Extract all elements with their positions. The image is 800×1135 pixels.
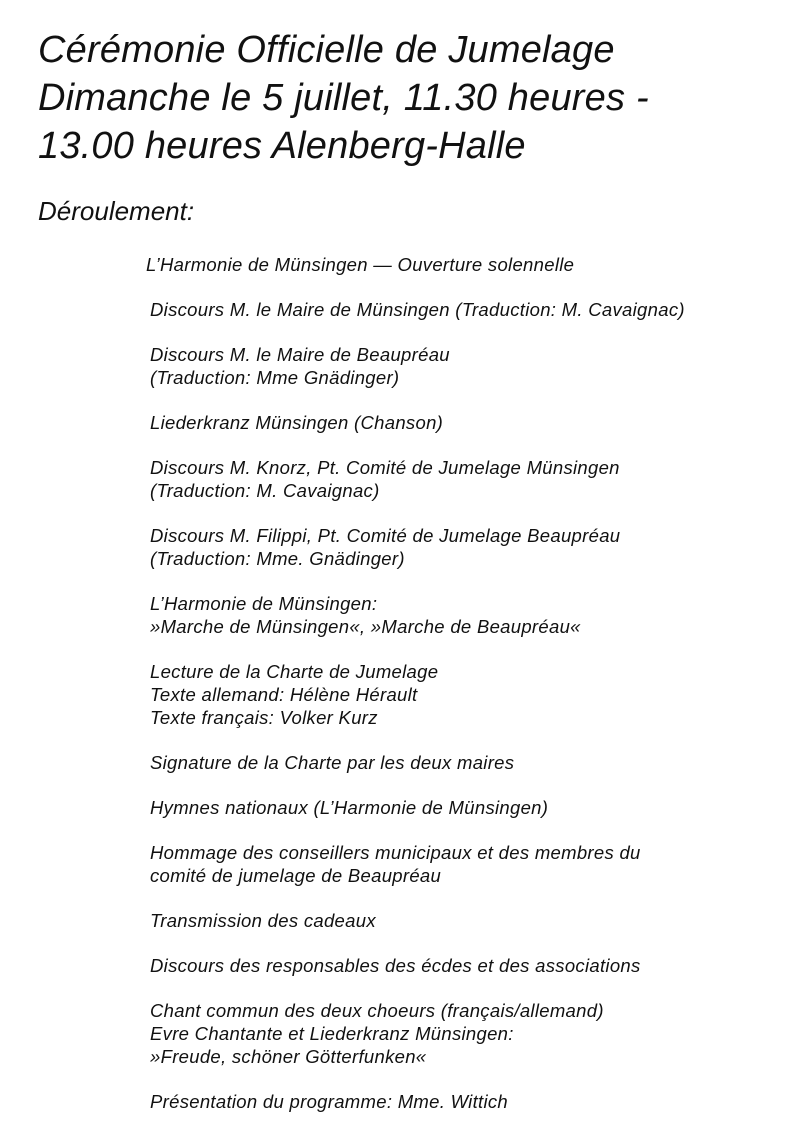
program-item [150, 524, 790, 570]
title-line: Cérémonie Officielle de Jumelage [38, 29, 615, 71]
section-heading: Déroulement: [38, 196, 195, 226]
program-item-line: Liederkranz Münsingen (Chanson) [150, 412, 444, 433]
program-item-line: Texte français: Volker Kurz [150, 707, 378, 728]
program-item-line: Transmission des cadeaux [150, 910, 376, 931]
program-item-line: Lecture de la Charte de Jumelage [150, 661, 439, 682]
program-item [150, 343, 790, 389]
program-item-line: (Traduction: M. Cavaignac) [150, 480, 380, 501]
program-list [146, 253, 790, 1135]
program-item-line: Discours M. Knorz, Pt. Comité de Jumelage Münsingen [150, 457, 620, 478]
program-item-line: Hymnes nationaux (L’Harmonie de Münsingen) [150, 797, 549, 818]
program-item [150, 411, 790, 434]
program-item [150, 841, 790, 887]
program-item-line: »Marche de Münsingen«, »Marche de Beaupréau« [150, 616, 581, 637]
program-item-line: (Traduction: Mme. Gnädinger) [150, 548, 405, 569]
program-item-line: (Traduction: Mme Gnädinger) [150, 367, 400, 388]
program-item [150, 751, 790, 774]
program-item [150, 999, 790, 1068]
document-title [38, 26, 778, 170]
program-item [150, 954, 790, 977]
program-item [150, 456, 790, 502]
program-item-line: Présentation du programme: Mme. Wittich [150, 1091, 509, 1112]
program-item [150, 660, 790, 729]
title-line: 13.00 heures Alenberg-Halle [38, 125, 526, 167]
program-item-line: Texte allemand: Hélène Hérault [150, 684, 418, 705]
program-item-line: Discours M. le Maire de Münsingen (Traduction: M. Cavaignac) [150, 299, 685, 320]
program-item-line: Discours M. Filippi, Pt. Comité de Jumelage Beaupréau [150, 525, 621, 546]
program-item-line: Evre Chantante et Liederkranz Münsingen: [150, 1023, 514, 1044]
program-item [150, 796, 790, 819]
program-item-line: »Freude, schöner Götterfunken« [150, 1046, 427, 1067]
program-item-line: Hommage des conseillers municipaux et des membres du [150, 842, 641, 863]
program-item-line: Discours M. le Maire de Beaupréau [150, 344, 450, 365]
program-item [150, 298, 790, 321]
program-item-line: Discours des responsables des écdes et des associations [150, 955, 641, 976]
program-item-line: L’Harmonie de Münsingen: [150, 593, 378, 614]
program-item-line: Chant commun des deux choeurs (français/allemand) [150, 1000, 604, 1021]
program-item [150, 592, 790, 638]
program-item-line: L’Harmonie de Münsingen — Ouverture solennelle [146, 254, 575, 275]
title-line: Dimanche le 5 juillet, 11.30 heures - [38, 77, 649, 119]
program-item [150, 909, 790, 932]
program-item-line: comité de jumelage de Beaupréau [150, 865, 442, 886]
program-item [146, 253, 790, 276]
program-item [150, 1090, 790, 1113]
program-item-line: Signature de la Charte par les deux maires [150, 752, 515, 773]
